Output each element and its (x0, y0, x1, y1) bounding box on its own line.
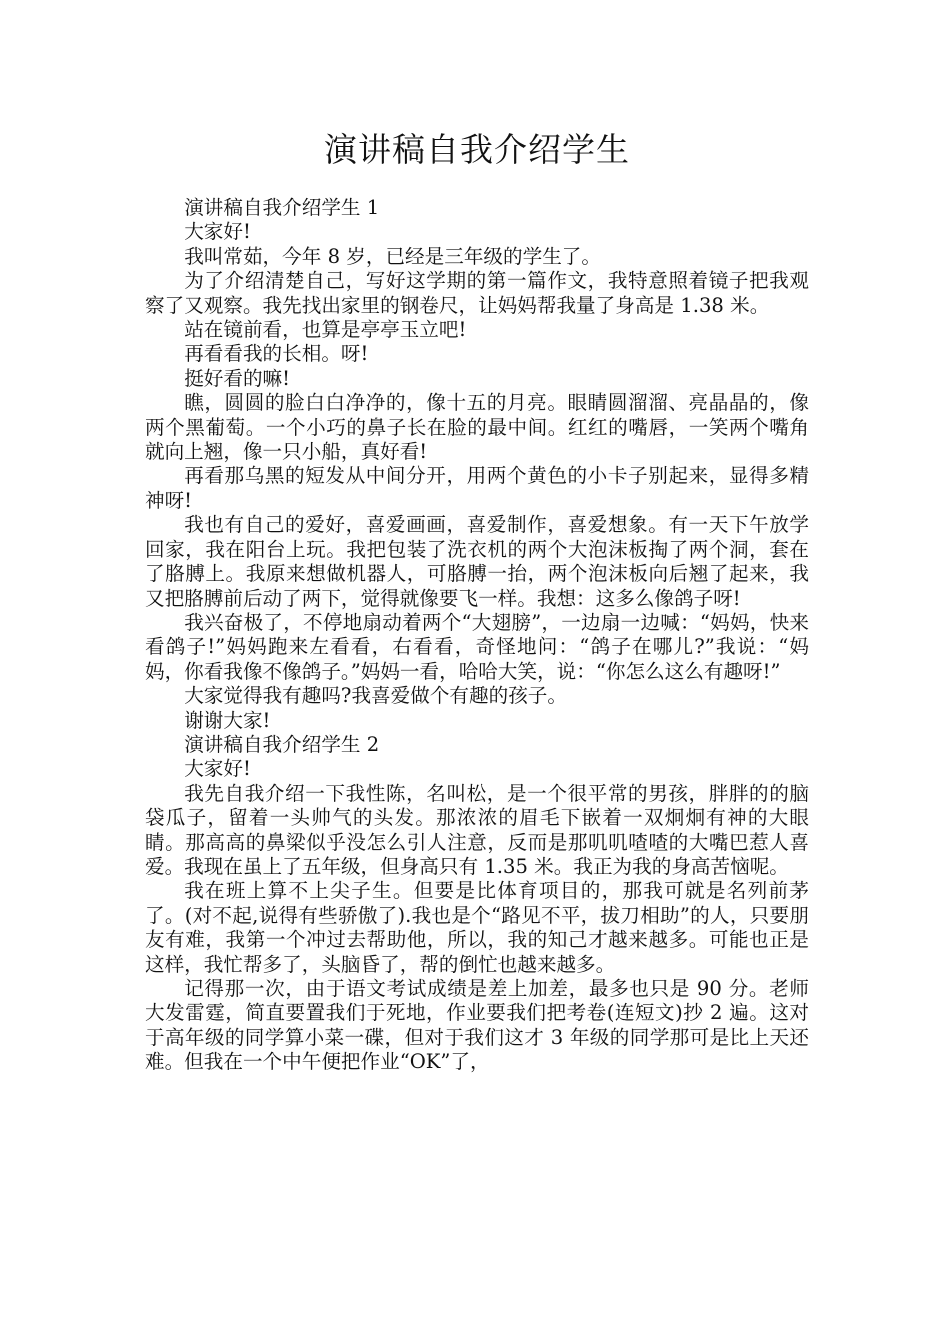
paragraph: 记得那一次，由于语文考试成绩是差上加差，最多也只是 90 分。老师大发雷霆，简直要置我们于死地，作业要我们把考卷(连短文)抄 2 遍。这对于高年级的同学算小菜一碟，但对于我们这才 3 年级的同学那可是比上天还难。但我在一个中午便把作业“OK”了， (145, 977, 809, 1074)
paragraph: 再看看我的长相。呀! (184, 342, 369, 366)
document-page (145, 0, 809, 1075)
paragraph: 大家好! (184, 220, 251, 244)
paragraph: 大家觉得我有趣吗?我喜爱做个有趣的孩子。 (184, 684, 567, 708)
paragraph: 谢谢大家! (184, 708, 271, 732)
paragraph: 我在班上算不上尖子生。但要是比体育项目的，那我可就是名列前茅了。(对不起,说得有些骄傲了).我也是个“路见不平，拔刀相助”的人，只要朋友有难，我第一个冲过去帮助他，所以，我的知己才越来越多。可能也正是这样，我忙帮多了，头脑昏了，帮的倒忙也越来越多。 (145, 879, 809, 976)
paragraph: 演讲稿自我介绍学生 1 (184, 196, 380, 219)
paragraph: 我也有自己的爱好，喜爱画画，喜爱制作，喜爱想象。有一天下午放学回家，我在阳台上玩。我把包装了洗衣机的两个大泡沫板掏了两个洞，套在了胳膊上。我原来想做机器人，可胳膊一抬，两个泡沫板向后翘了起来，我又把胳膊前后动了两下，觉得就像要飞一样。我想：这多么像鸽子呀! (145, 513, 809, 610)
paragraph: 挺好看的嘛! (184, 366, 291, 390)
paragraph: 我先自我介绍一下我性陈，名叫松，是一个很平常的男孩，胖胖的的脑袋瓜子，留着一头帅气的头发。那浓浓的眉毛下嵌着一双炯炯有神的大眼睛。那高高的鼻梁似乎没怎么引人注意，反而是那叽叽喳喳的大嘴巴惹人喜爱。我现在虽上了五年级，但身高只有 1.35 米。我正为我的身高苦恼呢。 (145, 781, 809, 878)
document-title: 演讲稿自我介绍学生 (324, 130, 630, 169)
paragraph: 站在镜前看，也算是亭亭玉立吧! (184, 318, 467, 342)
paragraph: 我叫常茹，今年 8 岁，已经是三年级的学生了。 (184, 244, 601, 268)
paragraph: 瞧，圆圆的脸白白净净的，像十五的月亮。眼睛圆溜溜、亮晶晶的，像两个黑葡萄。一个小巧的鼻子长在脸的最中间。红红的嘴唇，一笑两个嘴角就向上翘，像一只小船，真好看! (145, 391, 809, 464)
paragraph: 为了介绍清楚自己，写好这学期的第一篇作文，我特意照着镜子把我观察了又观察。我先找出家里的钢卷尺，让妈妈帮我量了身高是 1.38 米。 (145, 269, 809, 317)
paragraph: 演讲稿自我介绍学生 2 (184, 732, 380, 756)
document-body (145, 196, 809, 1075)
paragraph: 大家好! (184, 757, 251, 781)
paragraph: 我兴奋极了，不停地扇动着两个“大翅膀”，一边扇一边喊：“妈妈，快来看鸽子!”妈妈跑来左看看，右看看，奇怪地问：“鸽子在哪儿?”我说：“妈妈，你看我像不像鸽子。”妈妈一看，哈哈大笑，说：“你怎么这么有趣呀!” (145, 610, 809, 683)
paragraph: 再看那乌黑的短发从中间分开，用两个黄色的小卡子别起来，显得多精神呀! (145, 464, 809, 512)
